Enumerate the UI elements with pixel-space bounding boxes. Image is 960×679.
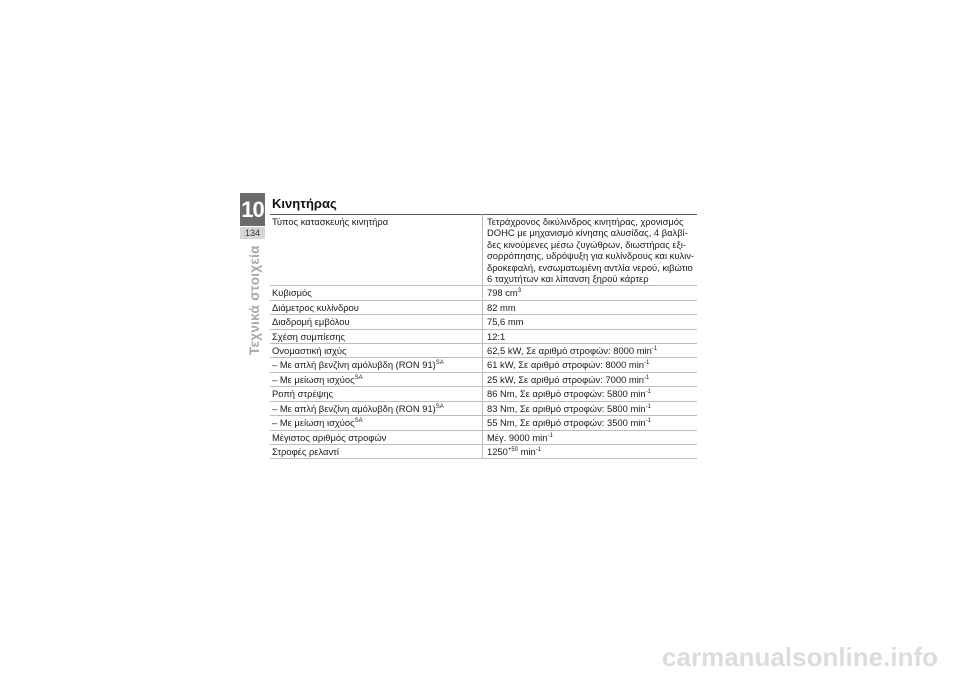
spec-value-text: Μέγ. 9000 min — [487, 431, 548, 443]
chapter-side-label: Τεχνικά στοιχεία — [247, 245, 262, 355]
spec-value — [483, 315, 698, 329]
spec-label — [270, 215, 483, 286]
spec-value-text: 86 Nm, Σε αριθμό στροφών: 5800 min — [487, 388, 646, 400]
spec-value — [483, 372, 698, 386]
spec-label-superscript: SA — [435, 360, 444, 367]
spec-row — [270, 300, 697, 314]
spec-label-text: – Με απλή βενζίνη αμόλυβδη (RON 91) — [272, 359, 436, 371]
spec-value-text: 55 Nm, Σε αριθμό στροφών: 3500 min — [487, 417, 646, 429]
spec-value-text: 75,6 mm — [487, 316, 524, 328]
spec-row — [270, 329, 697, 343]
spec-value-text: 83 Nm, Σε αριθμό στροφών: 5800 min — [487, 402, 646, 414]
spec-value — [483, 401, 698, 415]
spec-label — [270, 358, 483, 372]
spec-value-text: 62,5 kW, Σε αριθμό στροφών: 8000 min — [487, 345, 652, 357]
spec-label-text: Ροπή στρέψης — [272, 388, 334, 400]
spec-label-text: Διάμετρος κυλίνδρου — [272, 301, 359, 313]
spec-row — [270, 286, 697, 300]
spec-value-text: 25 kW, Σε αριθμό στροφών: 7000 min — [487, 373, 645, 385]
spec-row — [270, 372, 697, 386]
spec-label — [270, 315, 483, 329]
spec-row — [270, 444, 697, 458]
spec-label-text: Κυβισμός — [272, 287, 312, 299]
spec-value — [483, 387, 698, 401]
spec-value — [483, 430, 698, 444]
spec-value — [483, 344, 698, 358]
spec-label-text: – Με απλή βενζίνη αμόλυβδη (RON 91) — [272, 402, 436, 414]
spec-label — [270, 329, 483, 343]
spec-label-text: Διαδρομή εμβόλου — [272, 316, 350, 328]
spec-value-line: 6 ταχυτήτων και λίπανση ξηρού κάρτερ — [487, 273, 649, 285]
engine-spec-table — [270, 214, 697, 459]
spec-value-line: σορρόπησης, υδρόψυξη για κυλίνδρους και κυλιν- — [487, 250, 695, 262]
spec-value-line: Τετράχρονος δικύλινδρος κινητήρας, χρονισμός — [487, 216, 684, 227]
spec-label — [270, 372, 483, 386]
spec-value-text: 12:1 — [487, 330, 506, 342]
spec-label-superscript: SA — [435, 403, 444, 410]
spec-row — [270, 344, 697, 358]
spec-label-text: – Με μείωση ισχύος — [272, 417, 355, 429]
spec-row — [270, 315, 697, 329]
spec-row — [270, 401, 697, 415]
spec-label — [270, 387, 483, 401]
watermark: carmanualsonline.info — [662, 642, 938, 672]
spec-value-unit-superscript: -1 — [535, 446, 542, 453]
spec-value — [483, 329, 698, 343]
spec-label-text: Μέγιστος αριθμός στροφών — [272, 431, 387, 443]
spec-value — [483, 215, 698, 286]
spec-label-superscript: SA — [354, 374, 363, 381]
spec-label-text: Ονομαστική ισχύς — [272, 345, 347, 357]
spec-label-text: Τύπος κατασκευής κινητήρα — [272, 216, 389, 227]
spec-row — [270, 358, 697, 372]
spec-row — [270, 430, 697, 444]
spec-label-text: – Με μείωση ισχύος — [272, 373, 355, 385]
spec-value-superscript: -1 — [645, 418, 651, 425]
spec-value — [483, 416, 698, 430]
spec-row — [270, 215, 697, 286]
spec-value-superscript: -1 — [644, 360, 650, 367]
spec-value-superscript: -1 — [645, 389, 651, 396]
spec-value-superscript: -1 — [651, 346, 658, 353]
spec-row — [270, 416, 697, 430]
spec-label — [270, 286, 483, 300]
spec-label-text: Σχέση συμπίεσης — [272, 330, 346, 342]
spec-row — [270, 387, 697, 401]
spec-value-superscript: 3 — [517, 288, 522, 295]
spec-value — [483, 286, 698, 300]
spec-value-superscript: -1 — [645, 403, 651, 410]
spec-value-line: δες κινούμενες μέσω ζυγώθρων, διωστήρας εξι- — [487, 238, 686, 250]
page-number: 134 — [240, 227, 265, 239]
section-title: Κινητήρας — [272, 196, 337, 211]
spec-label-superscript: SA — [354, 418, 363, 425]
spec-value-unit: min — [518, 445, 536, 457]
spec-label — [270, 444, 483, 458]
spec-label — [270, 300, 483, 314]
spec-value-text: 61 kW, Σε αριθμό στροφών: 8000 min — [487, 359, 645, 371]
spec-label — [270, 401, 483, 415]
spec-value — [483, 358, 698, 372]
spec-label-text: Στροφές ρελαντί — [272, 445, 339, 457]
spec-value-line: DOHC με μηχανισμό κίνησης αλυσίδας, 4 βαλβί- — [487, 227, 688, 239]
spec-label — [270, 416, 483, 430]
spec-label — [270, 430, 483, 444]
spec-value — [483, 300, 698, 314]
chapter-number: 10 — [240, 193, 265, 226]
spec-value-superscript: -1 — [644, 374, 650, 381]
spec-value-text: 1250 — [487, 445, 508, 457]
spec-label — [270, 344, 483, 358]
spec-value-superscript: -1 — [547, 432, 553, 439]
spec-value-text: 82 mm — [487, 301, 516, 313]
spec-value — [483, 444, 698, 458]
spec-value-line: δροκεφαλή, ενσωματωμένη αντλία νερού, κιβώτιο — [487, 261, 693, 273]
spec-value-superscript: +50 — [507, 446, 519, 453]
spec-value-text: 798 cm — [487, 287, 518, 299]
